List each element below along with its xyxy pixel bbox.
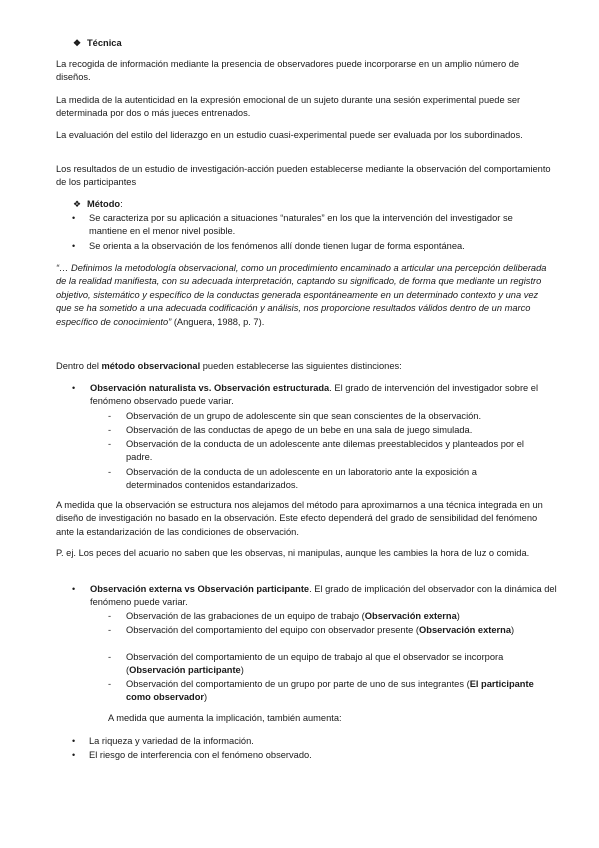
list-item: • El riesgo de interferencia con el fenómeno observado. (72, 749, 542, 762)
metodo-title: Método (87, 199, 121, 209)
section-participante: • Observación externa vs Observación participante. El grado de implicación del observador con la dinámica del fenómeno puede variar. (72, 584, 557, 608)
list-item: - Observación de las grabaciones de un equipo de trabajo (Observación externa) (108, 610, 548, 623)
diamond-bullet-icon: ❖ (73, 199, 82, 209)
dash-icon: - (108, 652, 112, 662)
list-item: - Observación de las conductas de apego de un bebe en una sala de juego simulada. (108, 424, 548, 437)
tecnica-paragraph: La recogida de información mediante la presencia de observadores puede incorporarse en un amplio número de diseños. (56, 59, 520, 83)
intro-paragraph: Dentro del método observacional pueden establecerse las siguientes distinciones: (56, 361, 402, 371)
tecnica-heading (73, 37, 122, 50)
dash-icon: - (108, 439, 112, 449)
quote-citation: (Anguera, 1988, p. 7). (171, 316, 265, 327)
structure-paragraph: A medida que la observación se estructura nos alejamos del método para aproximarnos a una técnica integrada en un diseño de investigación no basado en la observación. Este efecto dependerá del grado de sensibilidad del fenómeno ante la estandarización de las condiciones de observación. (56, 500, 543, 537)
list-item: - Observación del comportamiento de un equipo de trabajo al que el observador se incorpora (Observación participante) (108, 652, 504, 676)
list-item: - Observación de la conducta de un adolescente ante dilemas preestablecidos y planteados por el padre. (108, 439, 524, 463)
list-item: • Se orienta a la observación de los fenómenos allí donde tienen lugar de forma espontánea. (72, 240, 552, 253)
metodo-heading: ❖ Método: (73, 198, 123, 211)
dash-icon: - (108, 467, 112, 477)
example-paragraph: P. ej. Los peces del acuario no saben que les observas, ni manipulas, aunque les cambies la hora de luz o comida. (56, 548, 530, 558)
dash-icon: - (108, 625, 112, 635)
tecnica-paragraph: La medida de la autenticidad en la expresión emocional de un sujeto durante una sesión experimental puede ser determinada por dos o más jueces entrenados. (56, 95, 521, 119)
dash-icon: - (108, 679, 112, 689)
list-item: • La riqueza y variedad de la información. (72, 735, 542, 748)
quote-text: “… Definimos la metodología observacional, como un procedimiento encaminado a articular una percepción deliberada de la realidad manifiesta, con su adecuada interpretación, captando su significado, de forma que mediante un registro objetivo, sistemático y específico de la conductas generada espontáneamente en un determinado contexto y una vez que se ha sometido a una adecuada codificación y análisis, nos proporcione resultados válidos dentro de un marco específico de conocimiento” (56, 263, 547, 327)
tecnica-paragraph: La evaluación del estilo del liderazgo en un estudio cuasi-experimental puede ser evaluada por los subordinados. (56, 130, 523, 140)
list-item: - Observación del comportamiento del equipo con observador presente (Observación externa) (108, 624, 548, 637)
list-item: • Se caracteriza por su aplicación a situaciones “naturales” en los que la intervención del investigador se mantiene en el menor nivel posible. (72, 213, 513, 237)
tecnica-paragraph: Los resultados de un estudio de investigación-acción pueden establecerse mediante la observación del comportamiento de los participantes (56, 164, 551, 188)
list-item: - Observación de la conducta de un adolescente en un laboratorio ante la exposición a determinados contenidos estandarizados. (108, 467, 477, 491)
section-title: Observación naturalista vs. Observación estructurada (90, 383, 330, 393)
dash-icon: - (108, 611, 112, 621)
bullet-icon: • (72, 383, 76, 393)
list-item: - Observación del comportamiento de un grupo por parte de uno de sus integrantes (El participante como observador) (108, 679, 534, 703)
bullet-icon: • (72, 750, 76, 760)
bullet-icon: • (72, 241, 76, 251)
bullet-icon: • (72, 736, 76, 746)
section-naturalista: • Observación naturalista vs. Observación estructurada. El grado de intervención del investigador sobre el fenómeno observado puede variar. (72, 383, 539, 407)
list-item: - Observación de un grupo de adolescente sin que sean conscientes de la observación. (108, 410, 548, 423)
dash-icon: - (108, 411, 112, 421)
quote-block (56, 262, 556, 329)
bullet-icon: • (72, 213, 76, 223)
bullet-icon: • (72, 584, 76, 594)
diamond-bullet-icon: ❖ (73, 38, 82, 48)
increase-paragraph: A medida que aumenta la implicación, también aumenta: (108, 713, 342, 723)
tecnica-title: Técnica (87, 38, 122, 48)
section-title: Observación externa vs Observación participante (90, 584, 310, 594)
dash-icon: - (108, 425, 112, 435)
